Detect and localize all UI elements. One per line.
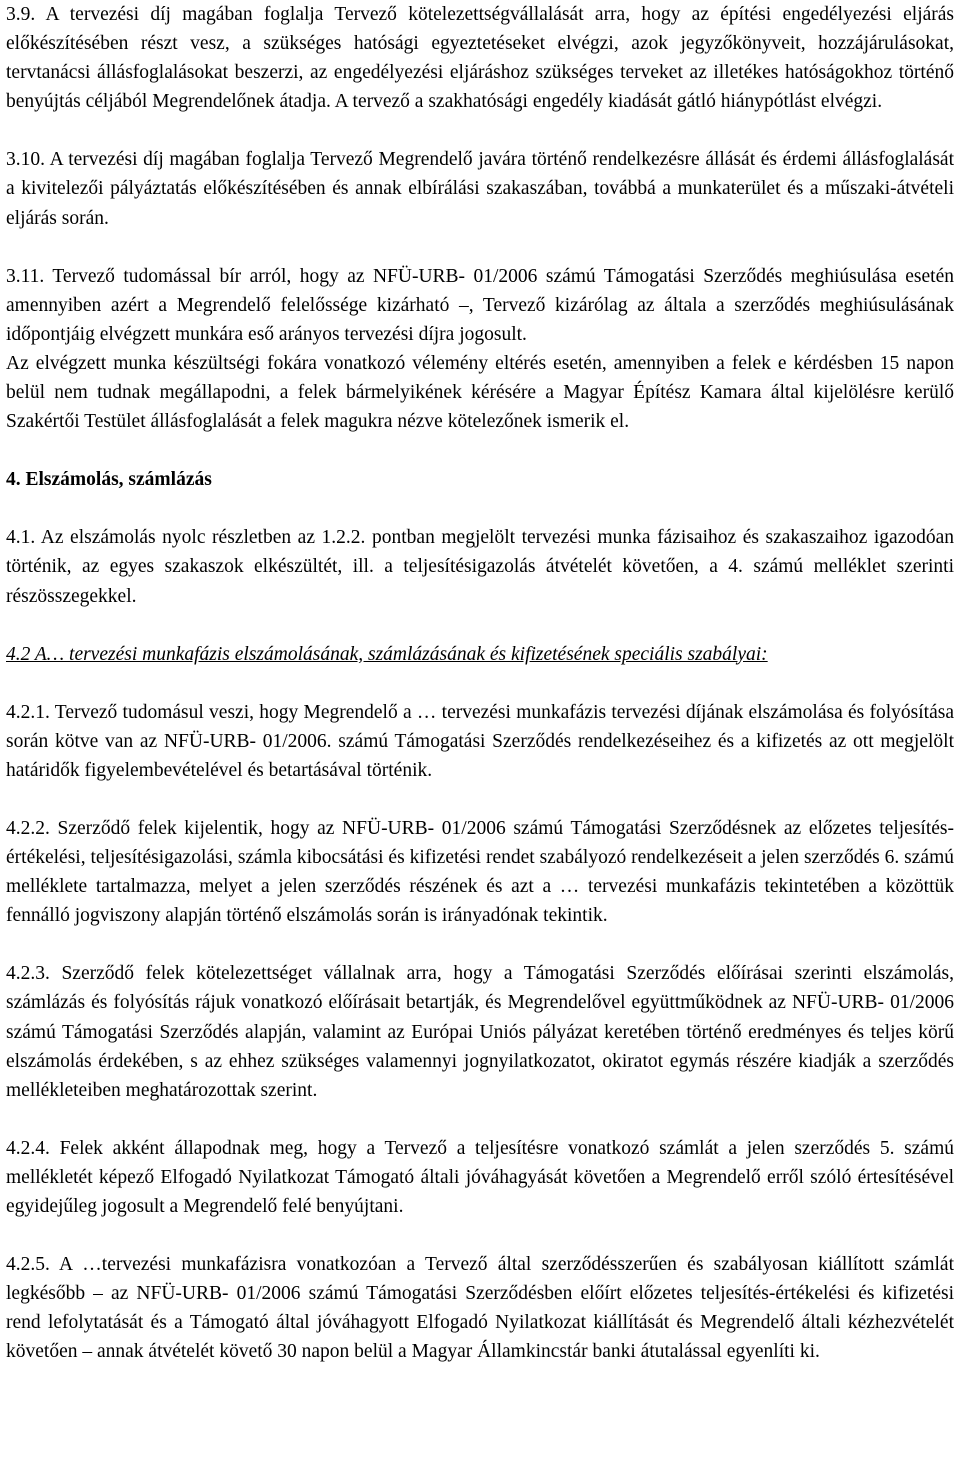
paragraph-4-2-2: 4.2.2. Szerződő felek kijelentik, hogy az NFÜ-URB- 01/2006 számú Támogatási Szerződésnek az előzetes teljesítés-értékelési, teljesítésigazolási, számla kibocsátási és kifizetési rendet szabályozó rendelkezéseit a jelen szerződés 6. számú melléklete tartalmazza, melyet a jelen szerződés részének és azt a … tervezési munkafázis tekintetében a közöttük fennálló jogviszony alapján történő elszámolás során is irányadónak tekintik. [6, 817, 954, 927]
paragraph-3-11-continuation: Az elvégzett munka készültségi fokára vonatkozó vélemény eltérés esetén, amennyiben a felek e kérdésben 15 napon belül nem tudnak megállapodni, a felek bármelyikének kérésére a Magyar Építész Kamara által kijelölésre kerülő Szakértői Testület állásfoglalását a felek magukra nézve kötelezőnek ismerik el. [6, 352, 954, 433]
paragraph-3-10: 3.10. A tervezési díj magában foglalja Tervező Megrendelő javára történő rendelkezésre állását és érdemi állásfoglalását a kivitelezői pályáztatás előkészítésében és annak elbírálási szakaszában, továbbá a munkaterület és a műszaki-átvételi eljárás során. [6, 149, 954, 229]
paragraph-4-2-4: 4.2.4. Felek akként állapodnak meg, hogy a Tervező a teljesítésre vonatkozó számlát a jelen szerződés 5. számú mellékletét képező Elfogadó Nyilatkozat Támogató általi jóváhagyását követően a Megrendelő erről szóló értesítésével egyidejűleg jogosult a Megrendelő felé benyújtani. [6, 1137, 954, 1217]
paragraph-4-2-1: 4.2.1. Tervező tudomásul veszi, hogy Megrendelő a … tervezési munkafázis tervezési díjának elszámolása és folyósítása során kötve van az NFÜ-URB- 01/2006. számú Támogatási Szerződés rendelkezéseihez és a kifizetés az ott megjelölt határidők figyelembevételével és betartásával történik. [6, 701, 954, 781]
paragraph-4-2-3: 4.2.3. Szerződő felek kötelezettséget vállalnak arra, hogy a Támogatási Szerződés előírásai szerinti elszámolás, számlázás és folyósítás rájuk vonatkozó előírásait betartják, és Megrendelővel együttműködnek az NFÜ-URB- 01/2006 számú Támogatási Szerződés alapján, valamint az Európai Uniós pályázat keretében történő eredményes és teljes körű elszámolás érdekében, s az ehhez szükséges valamennyi jognyilatkozatot, okiratot egymás részére kiadják a szerződés mellékleteiben meghatározottak szerint. [6, 963, 954, 1101]
paragraph-3-9: 3.9. A tervezési díj magában foglalja Tervező kötelezettségvállalását arra, hogy az építési engedélyezési eljárás előkészítésében részt vesz, a szükséges hatósági egyeztetéseket elvégzi, azok jegyzőkönyveit, hozzájárulásokat, tervtanácsi állásfoglalásokat beszerzi, az engedélyezési eljáráshoz szükséges terveket az illetékes hatóságokhoz történő benyújtás céljából Megrendelőnek átadja. A tervező a szakhatósági engedély kiadását gátló hiánypótlást elvégzi. [6, 4, 954, 113]
paragraph-4-1: 4.1. Az elszámolás nyolc részletben az 1.2.2. pontban megjelölt tervezési munka fázisaihoz és szakaszaihoz igazodóan történik, az egyes szakaszok elkészültét, ill. a teljesítésigazolás átvételét követően, a 4. számú melléklet szerinti részösszegekkel. [6, 527, 954, 607]
subsection-heading-4-2: 4.2 A… tervezési munkafázis elszámolásának, számlázásának és kifizetésének speciális szabályai: [6, 643, 768, 665]
paragraph-4-2-5: 4.2.5. A …tervezési munkafázisra vonatkozóan a Tervező által szerződésszerűen és szabályosan kiállított számlát legkésőbb – az NFÜ-URB- 01/2006 számú Támogatási Szerződésben előírt előzetes teljesítés-értékelési és kifizetési rend lefolytatását és a Támogató által jóváhagyott Elfogadó Nyilatkozat kiállítását és Megrendelő általi kézhezvételét követően – annak átvételét követő 30 napon belül a Magyar Államkincstár banki átutalással egyenlíti ki. [6, 1254, 954, 1363]
paragraph-3-11: 3.11. Tervező tudomással bír arról, hogy az NFÜ-URB- 01/2006 számú Támogatási Szerződés meghiúsulása esetén amennyiben azért a Megrendelő felelőssége kizárható –, Tervező kizárólag az általa a szerződés meghiúsulásának időpontjáig elvégzett munkára eső arányos tervezési díjra jogosult. [6, 265, 954, 345]
section-heading-4: 4. Elszámolás, számlázás [6, 469, 212, 491]
document-page [6, 0, 954, 1366]
